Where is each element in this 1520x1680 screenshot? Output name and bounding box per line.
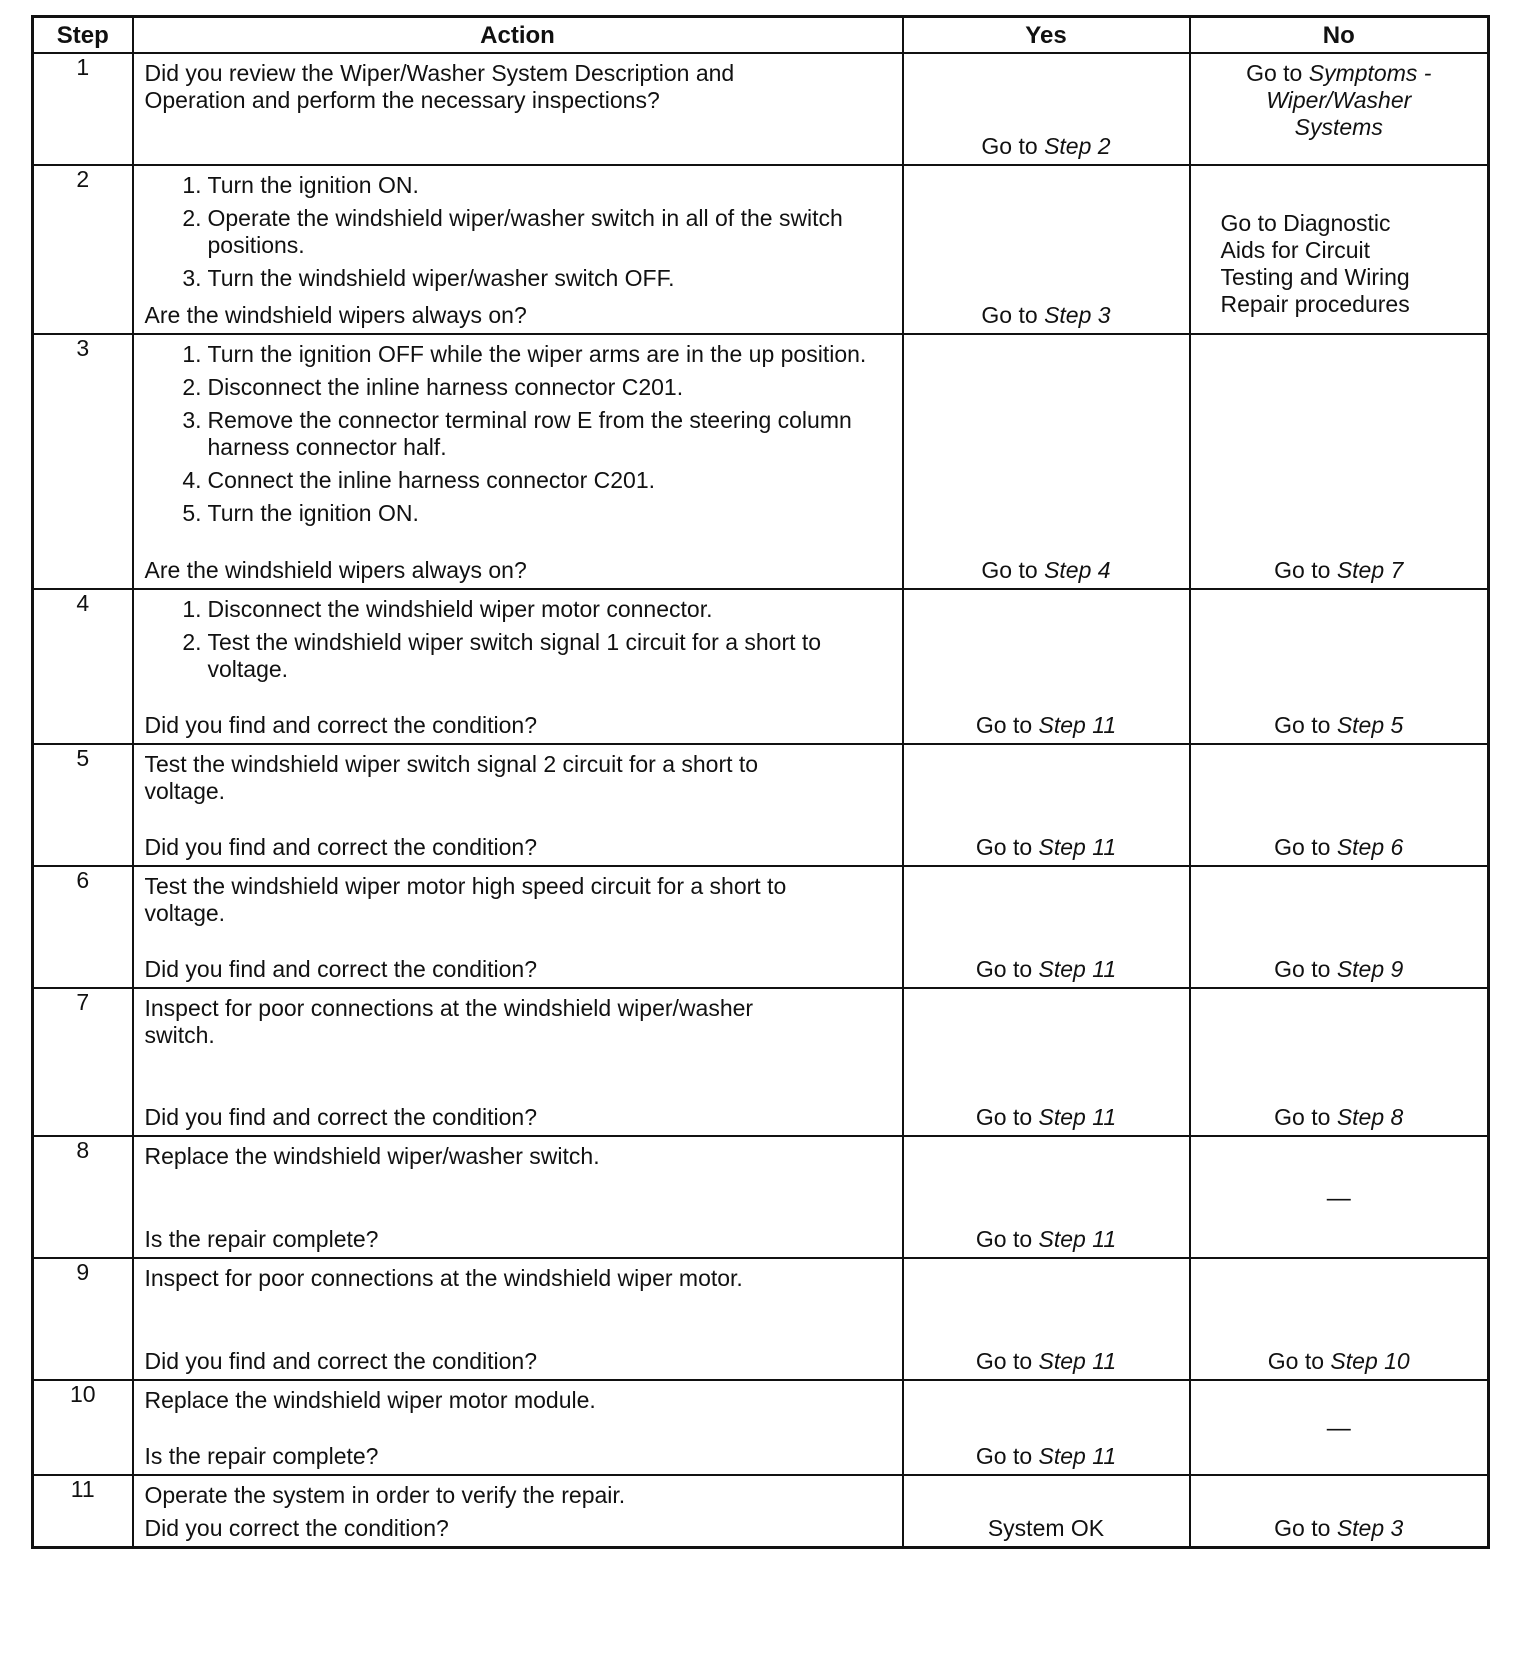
goto-prefix: Go to (1274, 1515, 1337, 1541)
action-instructions (145, 1387, 892, 1414)
list-item-number: 2. (182, 205, 202, 231)
yes-cell-content (904, 989, 1189, 1135)
yes-cell (903, 589, 1190, 744)
action-intro: Test the windshield wiper motor high speed circuit for a short to voltage. (144, 873, 787, 926)
list-item (145, 467, 892, 494)
goto-step-link[interactable]: Step 11 (1038, 1348, 1117, 1374)
list-item-number: 2. (182, 374, 202, 400)
yes-outcome (912, 1226, 1181, 1253)
list-item-text: Turn the windshield wiper/washer switch OFF. (207, 265, 675, 291)
list-item-text: Test the windshield wiper switch signal 1 circuit for a short to voltage. (207, 629, 822, 682)
no-cell-content (1191, 745, 1488, 865)
goto-step-link[interactable]: Step 10 (1330, 1348, 1410, 1374)
no-outcome (1199, 712, 1480, 739)
action-question: Did you correct the condition? (144, 1515, 449, 1541)
yes-cell-content (904, 1476, 1189, 1546)
goto-step-link[interactable]: Step 11 (1038, 712, 1117, 738)
step-number: 11 (33, 1475, 133, 1548)
action-intro: Replace the windshield wiper motor module. (144, 1387, 596, 1413)
yes-cell-content (904, 745, 1189, 865)
header-step: Step (33, 17, 133, 54)
action-content (134, 1476, 902, 1546)
no-cell-content (1191, 989, 1488, 1135)
no-cell (1190, 165, 1489, 334)
action-instructions (145, 341, 892, 533)
no-cell (1190, 1258, 1489, 1380)
list-item-text: Disconnect the inline harness connector C201. (207, 374, 684, 400)
action-question: Is the repair complete? (144, 1443, 379, 1469)
step-number: 10 (33, 1380, 133, 1475)
yes-cell-content (904, 1259, 1189, 1379)
list-item (145, 374, 892, 401)
yes-cell (903, 1136, 1190, 1258)
action-content (134, 166, 902, 333)
table-row (33, 334, 1489, 589)
action-instructions (145, 873, 892, 927)
yes-cell (903, 866, 1190, 988)
action-content (134, 1137, 902, 1257)
table-row (33, 744, 1489, 866)
no-outcome (1199, 557, 1480, 584)
yes-outcome (912, 1104, 1181, 1131)
goto-prefix: Go to (975, 1348, 1039, 1374)
action-question: Are the windshield wipers always on? (144, 557, 527, 583)
yes-cell (903, 53, 1190, 165)
yes-outcome (912, 1443, 1181, 1470)
no-cell (1190, 988, 1489, 1136)
goto-step-link[interactable]: Step 11 (1038, 1226, 1117, 1252)
action-content (134, 54, 902, 164)
step-number: 4 (33, 589, 133, 744)
no-outcome (1199, 1415, 1480, 1442)
no-cell-content (1191, 1137, 1488, 1257)
step-number: 7 (33, 988, 133, 1136)
no-outcome (1199, 210, 1480, 318)
yes-outcome (912, 302, 1181, 329)
action-cell (133, 744, 903, 866)
list-item (145, 341, 892, 368)
table-row (33, 589, 1489, 744)
no-cell (1190, 53, 1489, 165)
step-number: 3 (33, 334, 133, 589)
yes-cell-content (904, 166, 1189, 333)
list-item-number: 3. (182, 265, 202, 291)
no-cell-content (1191, 1476, 1488, 1546)
action-cell (133, 165, 903, 334)
no-cell-content (1191, 335, 1488, 588)
action-instructions (145, 1482, 892, 1509)
outcome-text: Go to Diagnostic Aids for Circuit Testing and Wiring Repair procedures (1220, 210, 1410, 317)
table-body (33, 53, 1489, 1548)
goto-prefix: Go to (975, 1226, 1039, 1252)
goto-step-link[interactable]: Step 4 (1044, 557, 1111, 583)
action-cell (133, 589, 903, 744)
list-item-text: Remove the connector terminal row E from the steering column harness connector half. (207, 407, 852, 460)
list-item (145, 172, 892, 199)
yes-cell-content (904, 590, 1189, 743)
yes-cell (903, 1258, 1190, 1380)
no-cell-content (1191, 867, 1488, 987)
table-row (33, 1380, 1489, 1475)
yes-outcome (912, 1515, 1181, 1542)
goto-prefix: Go to (1267, 1348, 1331, 1374)
yes-cell (903, 165, 1190, 334)
action-cell (133, 53, 903, 165)
no-cell (1190, 744, 1489, 866)
yes-outcome (912, 1348, 1181, 1375)
action-cell (133, 1380, 903, 1475)
no-cell (1190, 1475, 1489, 1548)
yes-cell-content (904, 1137, 1189, 1257)
goto-step-link[interactable]: Step 8 (1336, 1104, 1404, 1130)
header-yes: Yes (903, 17, 1190, 54)
yes-cell-content (904, 335, 1189, 588)
yes-cell-content (904, 54, 1189, 164)
action-instructions (145, 172, 892, 298)
list-item-text: Connect the inline harness connector C201. (207, 467, 656, 493)
goto-prefix: Go to (975, 834, 1039, 860)
not-applicable-dash: — (1326, 1415, 1351, 1442)
action-content (134, 989, 902, 1135)
list-item (145, 265, 892, 292)
no-cell (1190, 334, 1489, 589)
no-cell (1190, 589, 1489, 744)
no-cell (1190, 1136, 1489, 1258)
goto-prefix: Go to (1274, 557, 1337, 583)
table-row (33, 53, 1489, 165)
yes-cell (903, 1380, 1190, 1475)
goto-step-link[interactable]: Symptoms - Wiper/Washer Systems (1266, 60, 1432, 140)
goto-prefix: Go to (975, 712, 1039, 738)
yes-cell-content (904, 1381, 1189, 1474)
yes-cell (903, 744, 1190, 866)
action-instructions (145, 995, 892, 1049)
no-cell-content (1191, 1259, 1488, 1379)
list-item-text: Turn the ignition OFF while the wiper arms are in the up position. (207, 341, 867, 367)
list-item-number: 1. (182, 341, 202, 367)
yes-outcome (912, 956, 1181, 983)
goto-step-link[interactable]: Step 7 (1336, 557, 1404, 583)
action-intro: Did you review the Wiper/Washer System Description and Operation and perform the necessary inspections? (144, 60, 735, 113)
list-item-number: 4. (182, 467, 202, 493)
step-number: 1 (33, 53, 133, 165)
goto-prefix: Go to (1274, 712, 1337, 738)
header-row (33, 17, 1489, 54)
yes-cell (903, 1475, 1190, 1548)
action-instructions (145, 751, 892, 805)
no-cell-content (1191, 590, 1488, 743)
table-row (33, 988, 1489, 1136)
action-question: Did you find and correct the condition? (144, 712, 538, 738)
step-number: 8 (33, 1136, 133, 1258)
no-outcome (1199, 1515, 1480, 1542)
action-cell (133, 866, 903, 988)
action-content (134, 1381, 902, 1474)
table-row (33, 1258, 1489, 1380)
list-item-number: 5. (182, 500, 202, 526)
step-number: 9 (33, 1258, 133, 1380)
action-question: Did you find and correct the condition? (144, 1348, 538, 1374)
action-question: Are the windshield wipers always on? (144, 302, 527, 328)
action-step-list (145, 596, 892, 683)
goto-prefix: Go to (1274, 1104, 1337, 1130)
goto-step-link[interactable]: Step 11 (1038, 834, 1117, 860)
list-item (145, 629, 892, 683)
table-row (33, 1136, 1489, 1258)
list-item-number: 3. (182, 407, 202, 433)
table-row (33, 866, 1489, 988)
goto-step-link[interactable]: Step 11 (1038, 1443, 1117, 1469)
action-content (134, 335, 902, 588)
action-intro: Operate the system in order to verify the repair. (144, 1482, 626, 1508)
goto-step-link[interactable]: Step 6 (1336, 834, 1404, 860)
goto-step-link[interactable]: Step 11 (1038, 956, 1117, 982)
action-question: Did you find and correct the condition? (144, 956, 538, 982)
yes-cell (903, 334, 1190, 589)
action-instructions (145, 1143, 892, 1170)
action-cell (133, 988, 903, 1136)
no-outcome (1199, 60, 1480, 141)
goto-prefix: Go to (1246, 60, 1309, 86)
list-item (145, 596, 892, 623)
action-question: Did you find and correct the condition? (144, 1104, 538, 1130)
yes-cell (903, 988, 1190, 1136)
no-cell (1190, 1380, 1489, 1475)
no-cell-content (1191, 166, 1488, 333)
list-item-text: Turn the ignition ON. (207, 500, 419, 526)
no-cell (1190, 866, 1489, 988)
goto-prefix: Go to (975, 1104, 1039, 1130)
action-question: Is the repair complete? (144, 1226, 379, 1252)
no-outcome (1199, 1104, 1480, 1131)
action-intro: Replace the windshield wiper/washer switch. (144, 1143, 600, 1169)
action-cell (133, 1136, 903, 1258)
yes-outcome (912, 712, 1181, 739)
action-cell (133, 1475, 903, 1548)
action-intro: Inspect for poor connections at the windshield wiper motor. (144, 1265, 743, 1291)
table-row (33, 165, 1489, 334)
goto-step-link[interactable]: Step 3 (1336, 1515, 1404, 1541)
no-outcome (1199, 1348, 1480, 1375)
action-intro: Test the windshield wiper switch signal 2 circuit for a short to voltage. (144, 751, 759, 804)
list-item-number: 1. (182, 596, 202, 622)
no-outcome (1199, 834, 1480, 861)
action-instructions (145, 1265, 892, 1292)
action-cell (133, 1258, 903, 1380)
list-item (145, 500, 892, 527)
list-item-text: Operate the windshield wiper/washer switch in all of the switch positions. (207, 205, 843, 258)
action-question: Did you find and correct the condition? (144, 834, 538, 860)
action-step-list (145, 341, 892, 527)
action-step-list (145, 172, 892, 292)
goto-prefix: Go to (975, 1443, 1039, 1469)
goto-prefix: Go to (975, 956, 1039, 982)
outcome-text: System OK (987, 1515, 1105, 1541)
yes-outcome (912, 834, 1181, 861)
goto-prefix: Go to (1274, 956, 1337, 982)
goto-step-link[interactable]: Step 11 (1038, 1104, 1117, 1130)
list-item-text: Disconnect the windshield wiper motor connector. (207, 596, 713, 622)
header-no: No (1190, 17, 1489, 54)
action-content (134, 590, 902, 743)
not-applicable-dash: — (1326, 1184, 1351, 1212)
goto-step-link[interactable]: Step 3 (1044, 302, 1111, 328)
step-number: 6 (33, 866, 133, 988)
step-number: 2 (33, 165, 133, 334)
goto-step-link[interactable]: Step 5 (1336, 712, 1404, 738)
no-outcome (1199, 956, 1480, 983)
action-content (134, 867, 902, 987)
table-row (33, 1475, 1489, 1548)
list-item-number: 1. (182, 172, 202, 198)
diagnostic-table (31, 15, 1490, 1549)
action-instructions (145, 596, 892, 689)
header-action: Action (133, 17, 903, 54)
goto-prefix: Go to (981, 557, 1045, 583)
list-item (145, 407, 892, 461)
action-instructions (145, 60, 892, 114)
goto-prefix: Go to (1274, 834, 1337, 860)
action-content (134, 1259, 902, 1379)
goto-step-link[interactable]: Step 2 (1044, 133, 1111, 159)
no-cell-content (1191, 54, 1488, 164)
goto-prefix: Go to (981, 133, 1045, 159)
goto-prefix: Go to (981, 302, 1045, 328)
list-item (145, 205, 892, 259)
yes-cell-content (904, 867, 1189, 987)
no-outcome (1199, 1185, 1480, 1212)
step-number: 5 (33, 744, 133, 866)
goto-step-link[interactable]: Step 9 (1336, 956, 1404, 982)
list-item-text: Turn the ignition ON. (207, 172, 419, 198)
yes-outcome (912, 133, 1181, 160)
yes-outcome (912, 557, 1181, 584)
action-cell (133, 334, 903, 589)
list-item-number: 2. (182, 629, 202, 655)
no-cell-content (1191, 1381, 1488, 1474)
action-intro: Inspect for poor connections at the windshield wiper/washer switch. (144, 995, 754, 1048)
action-content (134, 745, 902, 865)
